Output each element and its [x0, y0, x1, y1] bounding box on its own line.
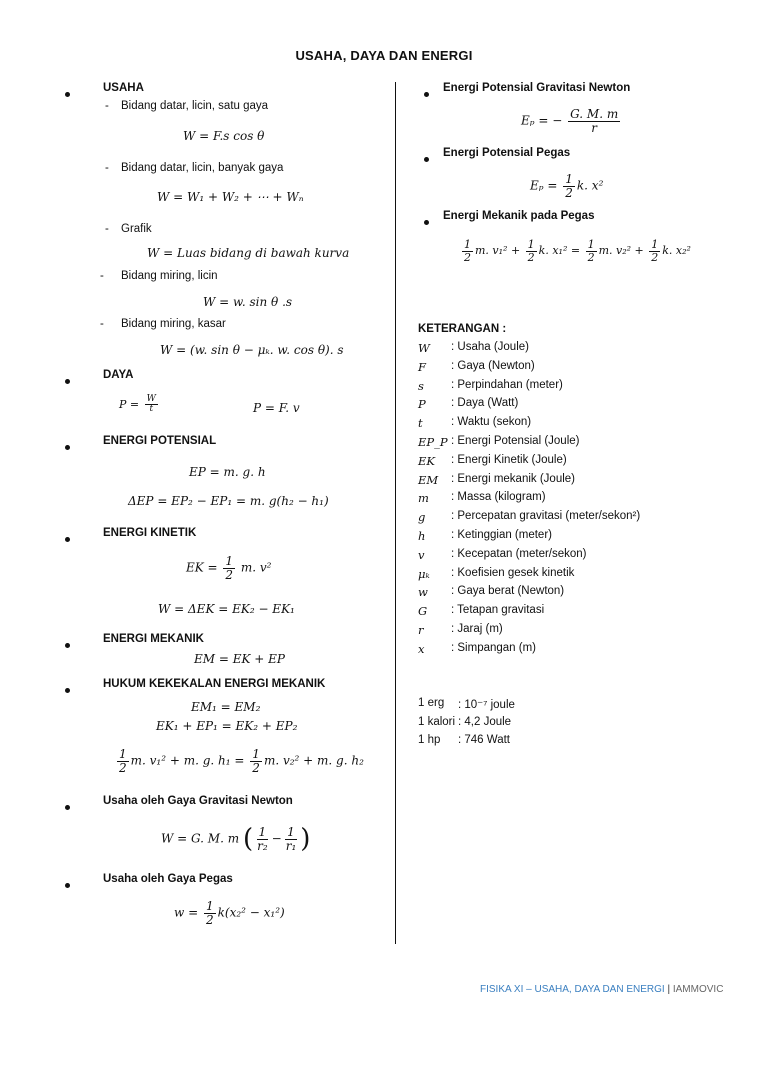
bullet-icon [65, 877, 70, 891]
formula: W = w. sin θ .s [203, 295, 293, 309]
formula [530, 173, 603, 199]
denominator: r₁ [285, 838, 297, 853]
formula: W = ΔEK = EK₂ − EK₁ [158, 602, 295, 616]
footer-text: FISIKA XI – USAHA, DAYA DAN ENERGI [480, 984, 665, 995]
conversion-label: 1 kalori [418, 715, 456, 728]
denominator: 2 [527, 250, 535, 264]
keterangan-symbol: s [418, 378, 424, 393]
formula-part: W = G. M. m [161, 831, 240, 846]
formula-part: k(x₂² − x₁²) [217, 905, 285, 920]
numerator: 1 [287, 824, 295, 839]
usaha-item-label: Grafik [121, 223, 152, 235]
numerator: 1 [205, 899, 214, 913]
bullet-icon [65, 799, 70, 813]
numerator: 1 [119, 747, 127, 761]
keterangan-description: : Percepatan gravitasi (meter/sekon²) [451, 510, 641, 523]
keterangan-symbol: P [418, 397, 426, 412]
formula [174, 900, 285, 926]
fraction [568, 108, 620, 134]
section-heading-newton: Usaha oleh Gaya Gravitasi Newton [103, 795, 293, 807]
section-heading-usaha: USAHA [103, 82, 144, 94]
keterangan-description: : Ketinggian (meter) [451, 529, 552, 541]
footer [480, 984, 723, 995]
formula-part: m. v₂² + [598, 244, 644, 258]
section-heading-kinetik: ENERGI KINETIK [103, 527, 197, 539]
formula [115, 748, 364, 774]
denominator: 2 [565, 185, 573, 200]
numerator: 1 [252, 747, 260, 761]
formula: W = Luas bidang di bawah kurva [147, 246, 350, 260]
formula-part: EK = [186, 560, 218, 575]
numerator: G. M. m [570, 107, 619, 121]
keterangan-symbol: F [418, 359, 426, 374]
keterangan-symbol: r [418, 623, 424, 637]
keterangan-description: : Energi mekanik (Joule) [451, 472, 575, 485]
denominator: r₂ [257, 838, 268, 853]
keterangan-symbol: x [418, 641, 425, 656]
section-heading-potgrav: Energi Potensial Gravitasi Newton [443, 82, 631, 94]
conversion-value: : 4,2 Joule [458, 715, 512, 728]
bullet-icon [65, 373, 70, 387]
keterangan-symbol: μₖ [418, 566, 430, 581]
formula: W = F.s cos θ [183, 129, 265, 143]
denominator: 2 [464, 250, 471, 264]
numerator: 1 [527, 238, 535, 251]
formula-part: m. v₁² + m. g. h₁ = [130, 753, 245, 768]
paren-close-icon: ) [300, 824, 311, 854]
formula-part: Eₚ = − [521, 113, 563, 128]
bullet-icon [65, 682, 70, 696]
section-heading-daya: DAYA [103, 369, 134, 381]
formula-part: m. v₁² + [475, 244, 521, 258]
formula-part: m. v² [240, 560, 272, 575]
keterangan-symbol: EP_P [418, 435, 448, 449]
keterangan-symbol: G [418, 604, 428, 619]
keterangan-symbol: g [418, 510, 426, 525]
formula [460, 239, 691, 263]
denominator: 2 [205, 912, 214, 927]
keterangan-description: : Simpangan (m) [451, 641, 537, 654]
formula-part: k. x₁² = [538, 244, 581, 258]
fraction [526, 239, 537, 263]
keterangan-description: : Daya (Watt) [451, 397, 519, 410]
formula: EP = m. g. h [189, 465, 266, 479]
footer-separator: | [667, 984, 671, 995]
fraction [586, 239, 597, 263]
keterangan-description: : Tetapan gravitasi [451, 604, 545, 617]
keterangan-description: : Perpindahan (meter) [451, 378, 563, 391]
denominator: 2 [252, 760, 260, 775]
bullet-icon [65, 637, 70, 651]
keterangan-description: : Waktu (sekon) [451, 416, 532, 429]
formula: EM₁ = EM₂ [191, 700, 261, 714]
usaha-item-label: Bidang miring, kasar [121, 318, 226, 330]
formula-part: m. v₂² + m. g. h₂ [263, 753, 364, 768]
formula-part: k. x² [576, 178, 604, 193]
bullet-icon [424, 151, 429, 165]
numerator: 1 [565, 172, 573, 186]
conversion-label: 1 hp [418, 734, 441, 746]
keterangan-description: : Kecepatan (meter/sekon) [451, 547, 587, 560]
formula: W = G. M. m ( $\frac{1}{\text{r₂}}$ − $\frac{1}{\text{r₁}}$ ) [161, 824, 311, 854]
keterangan-symbol: h [418, 529, 426, 543]
keterangan-symbol: v [418, 547, 425, 562]
fraction [145, 395, 158, 415]
dash-icon: - [105, 223, 109, 235]
formula [521, 108, 622, 134]
keterangan-description: : Energi Potensial (Joule) [451, 435, 580, 447]
formula: EM = EK + EP [194, 652, 285, 666]
fraction [563, 173, 575, 199]
fraction [250, 748, 262, 774]
section-heading-pegas: Usaha oleh Gaya Pegas [103, 873, 233, 885]
denominator: r [591, 120, 598, 135]
formula: P = F. v [253, 401, 300, 415]
formula-part: P = [119, 397, 140, 411]
numerator: 1 [587, 238, 595, 251]
section-heading-potensial: ENERGI POTENSIAL [103, 435, 217, 447]
keterangan-description: : Gaya (Newton) [451, 359, 535, 372]
formula: ΔEP = EP₂ − EP₁ = m. g(h₂ − h₁) [128, 494, 329, 508]
formula [186, 555, 272, 581]
keterangan-symbol: EK [418, 453, 435, 468]
keterangan-description: : Gaya berat (Newton) [451, 585, 565, 598]
denominator: t [149, 404, 154, 415]
formula-part: k. x₂² [662, 244, 691, 258]
keterangan-symbol: m [418, 491, 429, 506]
page-title: USAHA, DAYA DAN ENERGI [295, 48, 473, 63]
footer-author: IAMMOVIC [672, 984, 724, 995]
keterangan-description: : Jaraj (m) [451, 623, 503, 635]
fraction [223, 555, 235, 581]
paren-open-icon: ( [242, 824, 254, 854]
usaha-item-label: Bidang miring, licin [121, 270, 218, 282]
formula [119, 395, 160, 415]
formula: EK₁ + EP₁ = EK₂ + EP₂ [156, 719, 298, 733]
conversion-value: : 10⁻⁷ joule [458, 699, 515, 711]
column-divider [395, 82, 396, 944]
numerator: 1 [225, 554, 234, 568]
formula: W = (w. sin θ − μₖ. w. cos θ). s [160, 343, 344, 357]
bullet-icon [65, 439, 70, 453]
dash-icon: - [100, 318, 104, 330]
bullet-icon [65, 531, 70, 545]
keterangan-symbol: EM [418, 472, 439, 487]
dash-icon: - [105, 162, 109, 174]
usaha-item-label: Bidang datar, licin, banyak gaya [121, 162, 284, 174]
section-heading-mekanik: ENERGI MEKANIK [103, 633, 204, 645]
denominator: 2 [651, 250, 659, 264]
dash-icon: - [100, 270, 104, 282]
formula: W = W₁ + W₂ + ⋯ + Wₙ [157, 190, 304, 204]
numerator: 1 [464, 238, 471, 251]
section-heading-mekpegas: Energi Mekanik pada Pegas [443, 210, 595, 222]
keterangan-description: : Massa (kilogram) [451, 491, 546, 504]
keterangan-heading: KETERANGAN : [418, 323, 507, 335]
bullet-icon [424, 86, 429, 100]
numerator: W [146, 394, 156, 404]
keterangan-description: : Energi Kinetik (Joule) [451, 453, 567, 466]
keterangan-symbol: w [418, 585, 428, 600]
fraction [204, 900, 216, 926]
denominator: 2 [119, 760, 127, 775]
formula-part: Eₚ = [530, 178, 558, 193]
fraction [255, 826, 270, 852]
bullet-icon [424, 214, 429, 228]
numerator: 1 [651, 238, 659, 251]
conversion-label: 1 erg [418, 697, 445, 709]
formula-part: w = [174, 905, 199, 920]
conversion-value: : 746 Watt [458, 734, 510, 746]
keterangan-symbol: t [418, 416, 423, 431]
fraction [117, 748, 129, 774]
keterangan-description: : Koefisien gesek kinetik [451, 566, 575, 579]
section-heading-hukum: HUKUM KEKEKALAN ENERGI MEKANIK [103, 678, 326, 690]
bullet-icon [65, 86, 70, 100]
fraction [462, 239, 473, 263]
denominator: 2 [587, 250, 595, 264]
dash-icon: - [105, 100, 109, 112]
keterangan-description: : Usaha (Joule) [451, 341, 529, 353]
keterangan-symbol: W [418, 341, 430, 355]
fraction [284, 826, 299, 852]
usaha-item-label: Bidang datar, licin, satu gaya [121, 100, 269, 112]
fraction [649, 239, 660, 263]
denominator: 2 [225, 567, 234, 582]
section-heading-potpegas: Energi Potensial Pegas [443, 147, 571, 159]
numerator: 1 [258, 824, 267, 839]
